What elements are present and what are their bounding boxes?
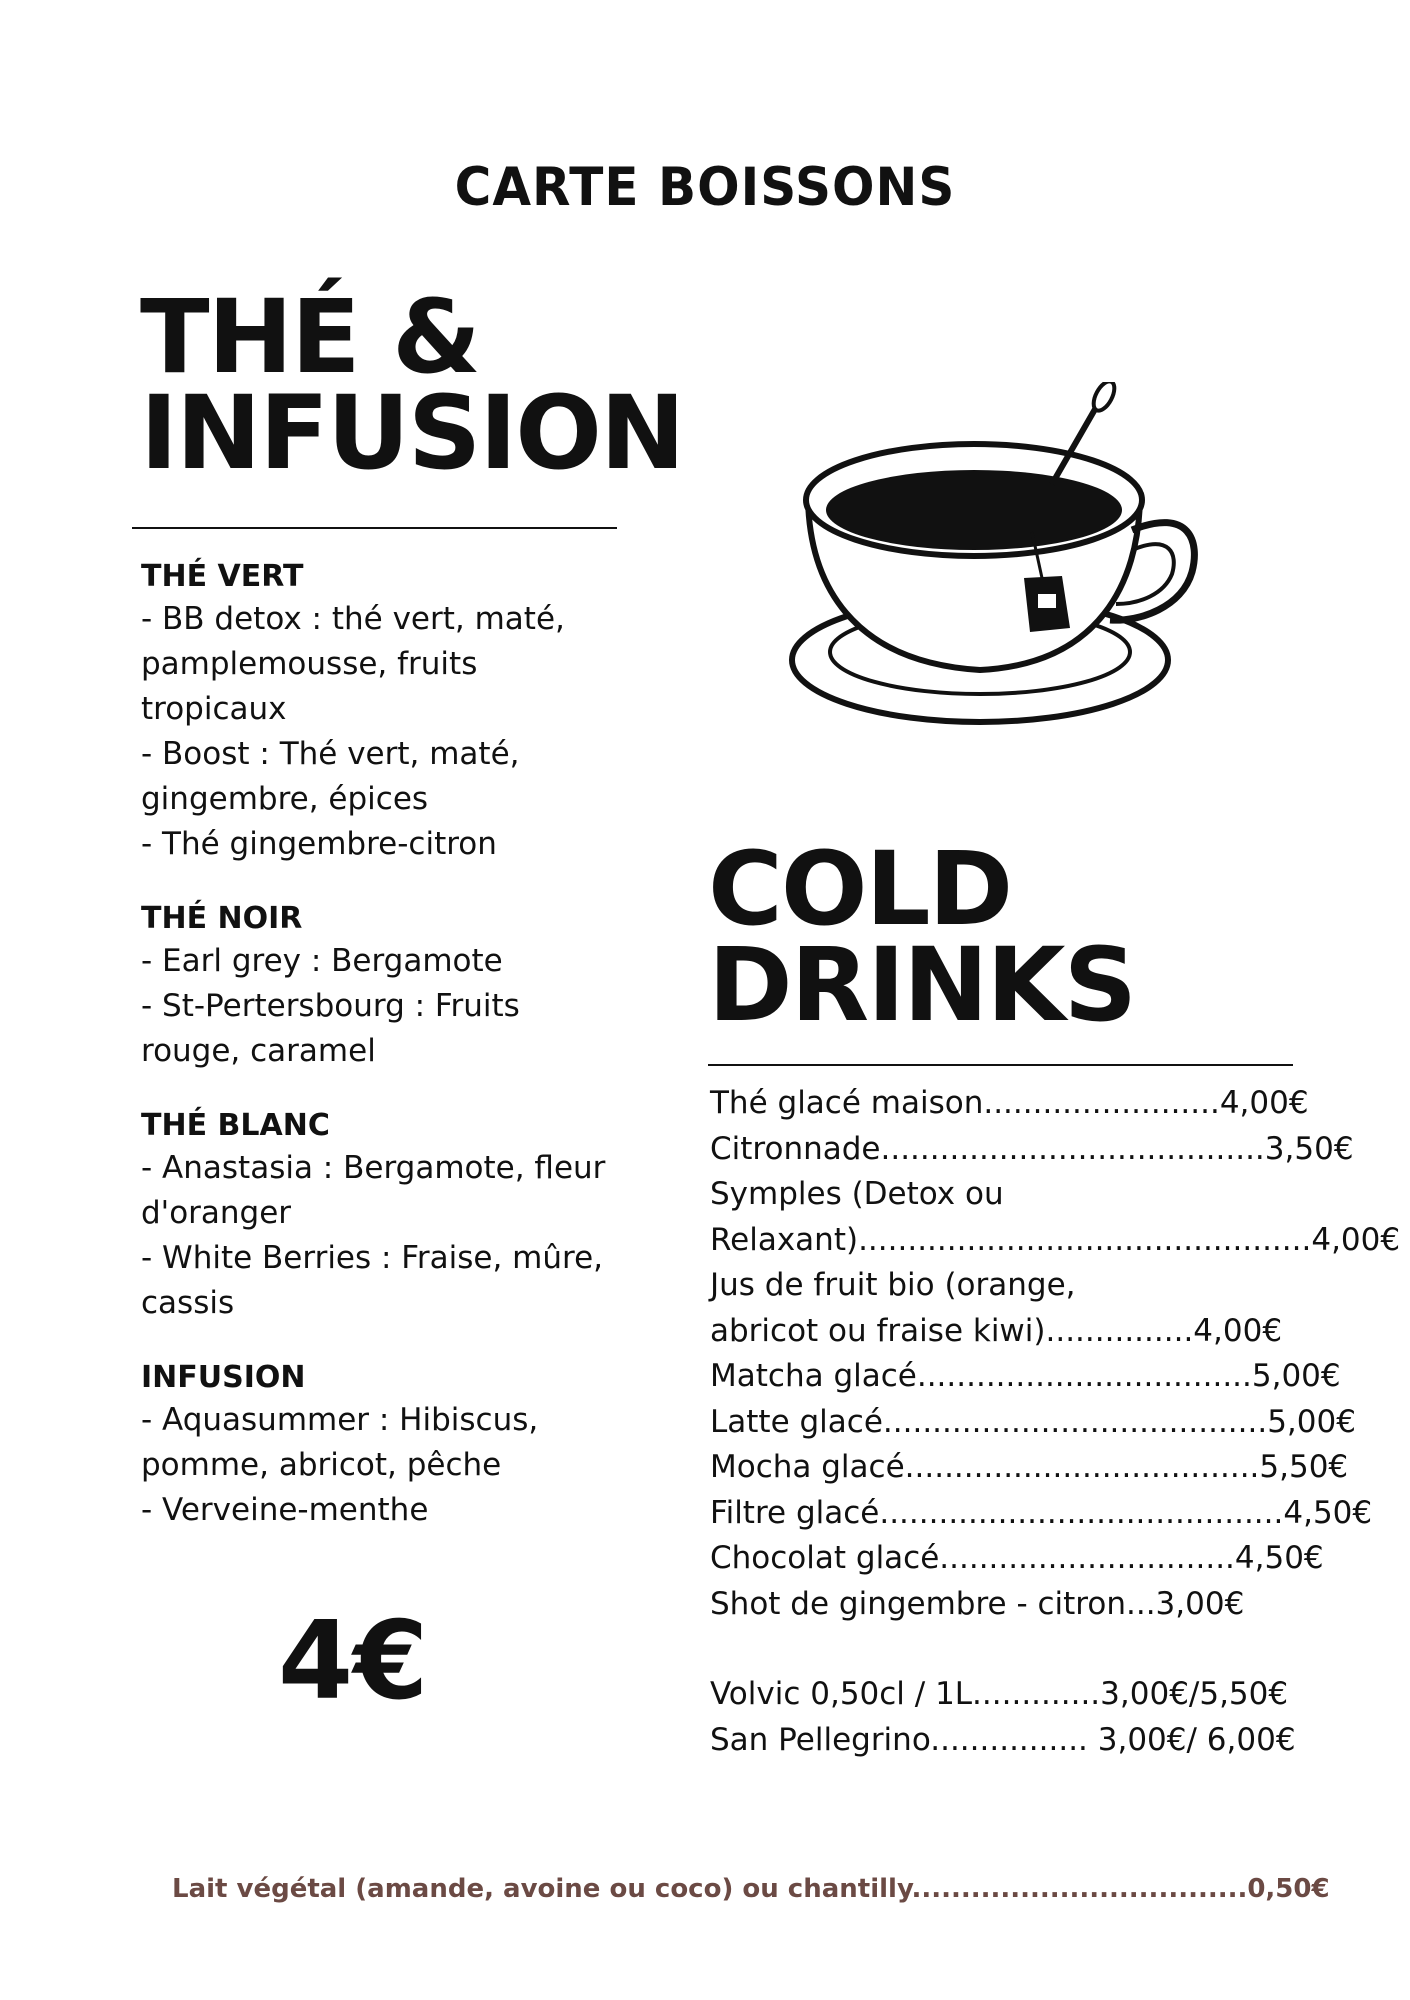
section-title: THÉ VERT xyxy=(141,559,304,594)
section-line: d'oranger xyxy=(141,1195,292,1231)
cold-heading xyxy=(708,830,1136,1045)
drink-item: abricot ou fraise kiwi)...............4,00€ xyxy=(710,1312,1283,1349)
section-line: cassis xyxy=(141,1285,235,1321)
section-line: gingembre, épices xyxy=(141,781,429,817)
section-infusion xyxy=(141,1358,661,1533)
section-line: - Anastasia : Bergamote, fleur xyxy=(141,1150,606,1186)
tea-heading xyxy=(140,278,684,493)
page-title: CARTE BOISSONS xyxy=(454,156,956,218)
water-item: San Pellegrino................ 3,00€/ 6,00€ xyxy=(710,1721,1296,1758)
section-line: - Verveine-menthe xyxy=(141,1492,429,1528)
tea-sections xyxy=(141,557,661,1565)
drink-item: Jus de fruit bio (orange, xyxy=(710,1267,1076,1303)
drink-item: Shot de gingembre - citron...3,00€ xyxy=(710,1585,1245,1622)
tea-divider xyxy=(132,527,617,529)
section-line: - Aquasummer : Hibiscus, xyxy=(141,1402,539,1438)
drink-item: Symples (Detox ou xyxy=(710,1176,1004,1212)
drink-item: Citronnade.......................................3,50€ xyxy=(710,1130,1354,1167)
cold-divider xyxy=(708,1064,1293,1066)
cold-drinks-list xyxy=(710,1081,1401,1763)
drink-item: Relaxant)..............................................4,00€ xyxy=(710,1221,1401,1258)
drink-item: Thé glacé maison........................4,00€ xyxy=(710,1085,1309,1121)
section-the-blanc xyxy=(141,1106,661,1326)
footer-note: Lait végétal (amande, avoine ou coco) ou chantilly..................................0,50€ xyxy=(172,1874,1330,1904)
tea-heading-line1: THÉ & xyxy=(140,278,480,397)
section-line: - Thé gingembre-citron xyxy=(141,826,497,862)
section-line: - St-Pertersbourg : Fruits xyxy=(141,988,520,1024)
section-the-vert xyxy=(141,557,661,867)
section-title: INFUSION xyxy=(141,1360,306,1395)
tea-price: 4€ xyxy=(278,1599,429,1724)
drink-item: Filtre glacé.........................................4,50€ xyxy=(710,1494,1373,1531)
section-title: THÉ NOIR xyxy=(141,901,303,936)
drink-item: Chocolat glacé..............................4,50€ xyxy=(710,1540,1324,1576)
section-line: - White Berries : Fraise, mûre, xyxy=(141,1240,604,1276)
cold-heading-line1: COLD xyxy=(708,830,1012,949)
section-title: THÉ BLANC xyxy=(141,1108,330,1143)
tea-heading-line2: INFUSION xyxy=(140,374,684,493)
section-the-noir xyxy=(141,899,661,1074)
section-line: pomme, abricot, pêche xyxy=(141,1447,502,1483)
tea-cup-icon xyxy=(780,382,1210,742)
drink-item: Matcha glacé..................................5,00€ xyxy=(710,1358,1341,1394)
section-line: tropicaux xyxy=(141,691,287,727)
section-line: rouge, caramel xyxy=(141,1033,376,1069)
spacer xyxy=(710,1627,1290,1672)
section-line: - BB detox : thé vert, maté, xyxy=(141,601,565,637)
cold-heading-line2: DRINKS xyxy=(708,926,1136,1045)
section-line: - Earl grey : Bergamote xyxy=(141,943,503,979)
drink-item: Latte glacé.......................................5,00€ xyxy=(710,1403,1356,1440)
section-line: pamplemousse, fruits xyxy=(141,646,478,682)
water-item: Volvic 0,50cl / 1L.............3,00€/5,50€ xyxy=(710,1676,1289,1712)
drink-item: Mocha glacé....................................5,50€ xyxy=(710,1449,1349,1485)
section-line: - Boost : Thé vert, maté, xyxy=(141,736,520,772)
